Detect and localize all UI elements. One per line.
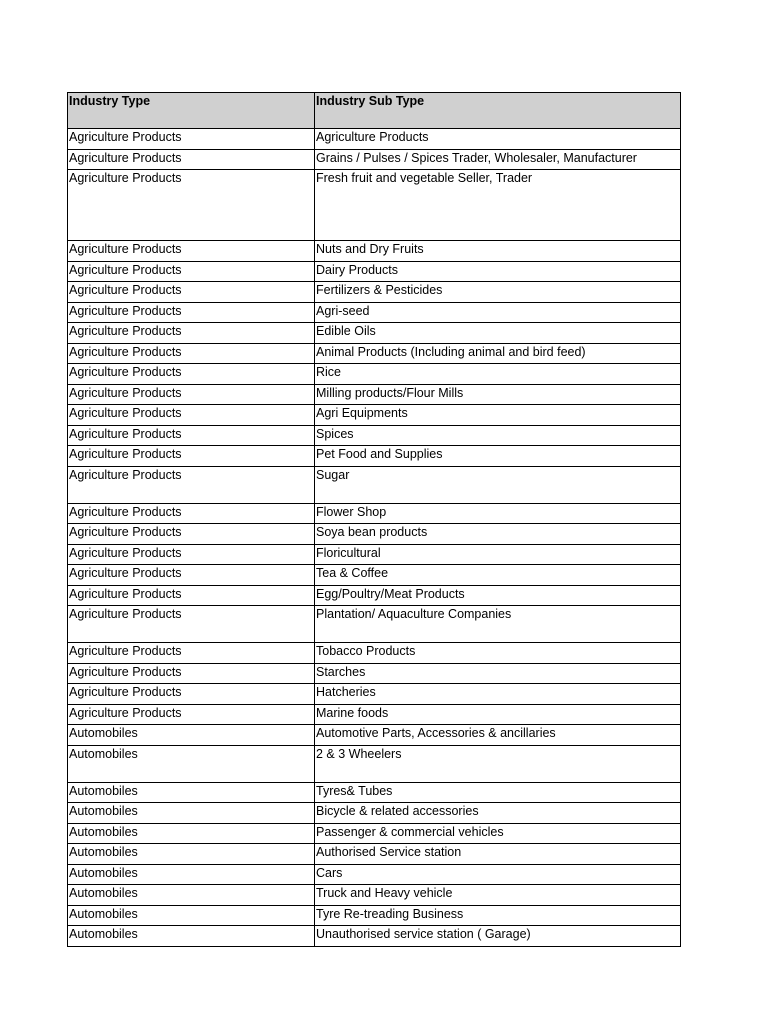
table-row xyxy=(68,241,681,262)
table-row xyxy=(68,606,681,643)
cell-industry-type: Automobiles xyxy=(68,885,315,906)
cell-industry-sub-type: Soya bean products xyxy=(315,524,681,545)
cell-industry-sub-type: Tobacco Products xyxy=(315,643,681,664)
cell-industry-type: Agriculture Products xyxy=(68,323,315,344)
cell-industry-type: Agriculture Products xyxy=(68,384,315,405)
cell-industry-sub-type: Edible Oils xyxy=(315,323,681,344)
table-row xyxy=(68,565,681,586)
table-row xyxy=(68,663,681,684)
cell-industry-type: Agriculture Products xyxy=(68,405,315,426)
table-row xyxy=(68,782,681,803)
cell-industry-type: Agriculture Products xyxy=(68,643,315,664)
table-row xyxy=(68,585,681,606)
table-header-row xyxy=(68,93,681,129)
cell-industry-sub-type: Sugar xyxy=(315,466,681,503)
cell-industry-sub-type: 2 & 3 Wheelers xyxy=(315,745,681,782)
cell-industry-sub-type: Automotive Parts, Accessories & ancillaries xyxy=(315,725,681,746)
cell-industry-type: Agriculture Products xyxy=(68,606,315,643)
cell-industry-sub-type: Agri Equipments xyxy=(315,405,681,426)
cell-industry-sub-type: Flower Shop xyxy=(315,503,681,524)
cell-industry-sub-type: Tyre Re-treading Business xyxy=(315,905,681,926)
table-row xyxy=(68,885,681,906)
cell-industry-sub-type: Animal Products (Including animal and bird feed) xyxy=(315,343,681,364)
cell-industry-type: Agriculture Products xyxy=(68,425,315,446)
cell-industry-type: Automobiles xyxy=(68,905,315,926)
cell-industry-sub-type: Tyres& Tubes xyxy=(315,782,681,803)
table-row xyxy=(68,170,681,241)
table-row xyxy=(68,425,681,446)
cell-industry-type: Agriculture Products xyxy=(68,524,315,545)
table-row xyxy=(68,282,681,303)
cell-industry-sub-type: Floricultural xyxy=(315,544,681,565)
table-row xyxy=(68,926,681,947)
cell-industry-sub-type: Marine foods xyxy=(315,704,681,725)
cell-industry-sub-type: Dairy Products xyxy=(315,261,681,282)
cell-industry-sub-type: Hatcheries xyxy=(315,684,681,705)
cell-industry-sub-type: Starches xyxy=(315,663,681,684)
industry-table xyxy=(67,92,681,947)
cell-industry-type: Agriculture Products xyxy=(68,663,315,684)
cell-industry-type: Agriculture Products xyxy=(68,261,315,282)
cell-industry-sub-type: Unauthorised service station ( Garage) xyxy=(315,926,681,947)
cell-industry-type: Agriculture Products xyxy=(68,364,315,385)
cell-industry-sub-type: Passenger & commercial vehicles xyxy=(315,823,681,844)
cell-industry-type: Agriculture Products xyxy=(68,565,315,586)
table-row xyxy=(68,643,681,664)
cell-industry-sub-type: Bicycle & related accessories xyxy=(315,803,681,824)
table-row xyxy=(68,466,681,503)
cell-industry-type: Automobiles xyxy=(68,745,315,782)
cell-industry-type: Automobiles xyxy=(68,844,315,865)
cell-industry-type: Agriculture Products xyxy=(68,704,315,725)
cell-industry-sub-type: Spices xyxy=(315,425,681,446)
cell-industry-type: Agriculture Products xyxy=(68,684,315,705)
table-row xyxy=(68,864,681,885)
cell-industry-sub-type: Nuts and Dry Fruits xyxy=(315,241,681,262)
cell-industry-type: Agriculture Products xyxy=(68,343,315,364)
cell-industry-sub-type: Milling products/Flour Mills xyxy=(315,384,681,405)
cell-industry-type: Automobiles xyxy=(68,823,315,844)
header-industry-sub-type: Industry Sub Type xyxy=(315,93,681,129)
cell-industry-sub-type: Truck and Heavy vehicle xyxy=(315,885,681,906)
cell-industry-sub-type: Authorised Service station xyxy=(315,844,681,865)
table-row xyxy=(68,343,681,364)
table-row xyxy=(68,149,681,170)
table-row xyxy=(68,323,681,344)
cell-industry-type: Automobiles xyxy=(68,926,315,947)
table-row xyxy=(68,405,681,426)
cell-industry-sub-type: Fresh fruit and vegetable Seller, Trader xyxy=(315,170,681,241)
cell-industry-type: Agriculture Products xyxy=(68,302,315,323)
cell-industry-type: Automobiles xyxy=(68,782,315,803)
cell-industry-type: Agriculture Products xyxy=(68,585,315,606)
table-row xyxy=(68,503,681,524)
cell-industry-sub-type: Egg/Poultry/Meat Products xyxy=(315,585,681,606)
cell-industry-type: Automobiles xyxy=(68,803,315,824)
table-body xyxy=(68,129,681,947)
table-row xyxy=(68,384,681,405)
cell-industry-type: Agriculture Products xyxy=(68,170,315,241)
cell-industry-type: Agriculture Products xyxy=(68,466,315,503)
table-row xyxy=(68,704,681,725)
cell-industry-sub-type: Agriculture Products xyxy=(315,129,681,150)
table-row xyxy=(68,684,681,705)
cell-industry-type: Automobiles xyxy=(68,725,315,746)
cell-industry-type: Agriculture Products xyxy=(68,503,315,524)
table-row xyxy=(68,302,681,323)
cell-industry-type: Agriculture Products xyxy=(68,446,315,467)
table-row xyxy=(68,725,681,746)
table-row xyxy=(68,129,681,150)
cell-industry-sub-type: Agri-seed xyxy=(315,302,681,323)
cell-industry-sub-type: Grains / Pulses / Spices Trader, Wholesaler, Manufacturer xyxy=(315,149,681,170)
table-row xyxy=(68,823,681,844)
cell-industry-type: Agriculture Products xyxy=(68,241,315,262)
cell-industry-type: Automobiles xyxy=(68,864,315,885)
cell-industry-sub-type: Rice xyxy=(315,364,681,385)
table-row xyxy=(68,905,681,926)
table-row xyxy=(68,524,681,545)
table-row xyxy=(68,844,681,865)
cell-industry-sub-type: Tea & Coffee xyxy=(315,565,681,586)
table-row xyxy=(68,803,681,824)
cell-industry-sub-type: Plantation/ Aquaculture Companies xyxy=(315,606,681,643)
cell-industry-sub-type: Cars xyxy=(315,864,681,885)
cell-industry-sub-type: Pet Food and Supplies xyxy=(315,446,681,467)
table-row xyxy=(68,544,681,565)
table-row xyxy=(68,745,681,782)
cell-industry-type: Agriculture Products xyxy=(68,544,315,565)
table-row xyxy=(68,364,681,385)
cell-industry-type: Agriculture Products xyxy=(68,129,315,150)
cell-industry-type: Agriculture Products xyxy=(68,282,315,303)
table-row xyxy=(68,446,681,467)
cell-industry-sub-type: Fertilizers & Pesticides xyxy=(315,282,681,303)
cell-industry-type: Agriculture Products xyxy=(68,149,315,170)
header-industry-type: Industry Type xyxy=(68,93,315,129)
table-row xyxy=(68,261,681,282)
